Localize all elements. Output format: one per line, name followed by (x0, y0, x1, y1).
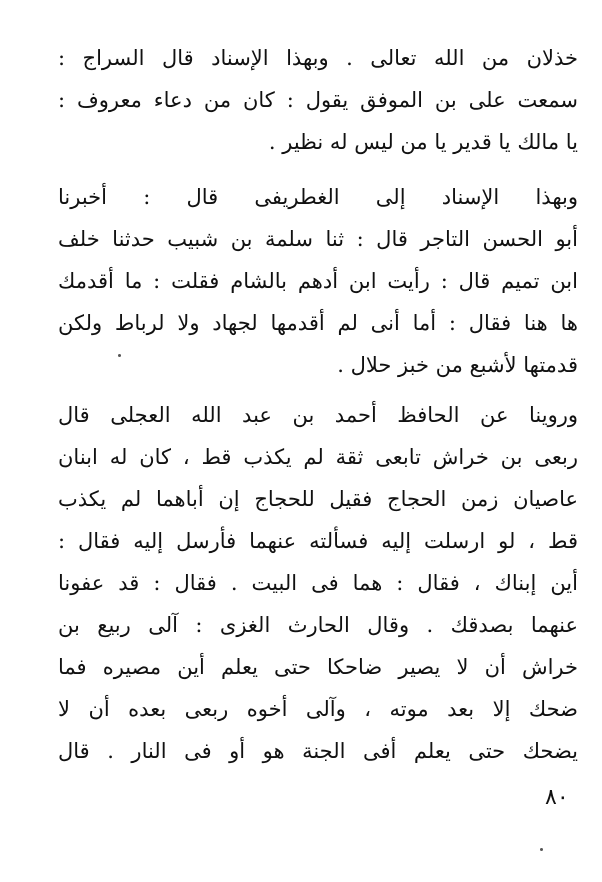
ink-speck (118, 354, 121, 357)
text-line: ابن تميم قال : رأيت ابن أدهم بالشام فقلت : ما أقدمك (58, 269, 578, 293)
ink-speck (540, 848, 543, 851)
text-line: يضحك حتى يعلم أفى الجنة هو أو فى النار . قال (58, 739, 578, 763)
text-line: سمعت على بن الموفق يقول : كان من دعاء معروف : (58, 88, 578, 112)
text-line: ها هنا فقال : أما أنى لم أقدمها لجهاد ولا لرباط ولكن (58, 311, 578, 335)
text-line: قدمتها لأشبع من خبز حلال . (337, 353, 578, 377)
text-line: وروينا عن الحافظ أحمد بن عبد الله العجلى قال (58, 403, 578, 427)
text-line: قط ، لو ارسلت إليه فسألته عنهما فأرسل إليه فقال : (58, 529, 578, 553)
page-number: ٨٠ (545, 785, 569, 810)
text-line: ربعى بن خراش تابعى ثقة لم يكذب قط ، كان له ابنان (58, 445, 578, 469)
paragraph-1 (58, 37, 578, 163)
text-line: وبهذا الإسناد إلى الغطريفى قال : أخبرنا (58, 185, 578, 209)
text-line: خذلان من الله تعالى . وبهذا الإسناد قال السراج : (58, 46, 578, 70)
text-line: عنهما بصدقك . وقال الحارث الغزى : آلى ربيع بن (58, 613, 578, 637)
text-line: أبو الحسن التاجر قال : ثنا سلمة بن شبيب حدثنا خلف (58, 227, 578, 251)
text-line: ضحك إلا بعد موته ، وآلى أخوه ربعى بعده أن لا (58, 697, 578, 721)
text-line: خراش أن لا يصير ضاحكا حتى يعلم أين مصيره فما (58, 655, 578, 679)
text-line: أين إبناك ، فقال : هما فى البيت . فقال : قد عفونا (58, 571, 578, 595)
text-line: يا مالك يا قدير يا من ليس له نظير . (268, 130, 578, 154)
paragraph-2 (58, 176, 578, 386)
text-line: عاصيان زمن الحجاج فقيل للحجاج إن أباهما لم يكذب (58, 487, 578, 511)
paragraph-3 (58, 394, 578, 772)
